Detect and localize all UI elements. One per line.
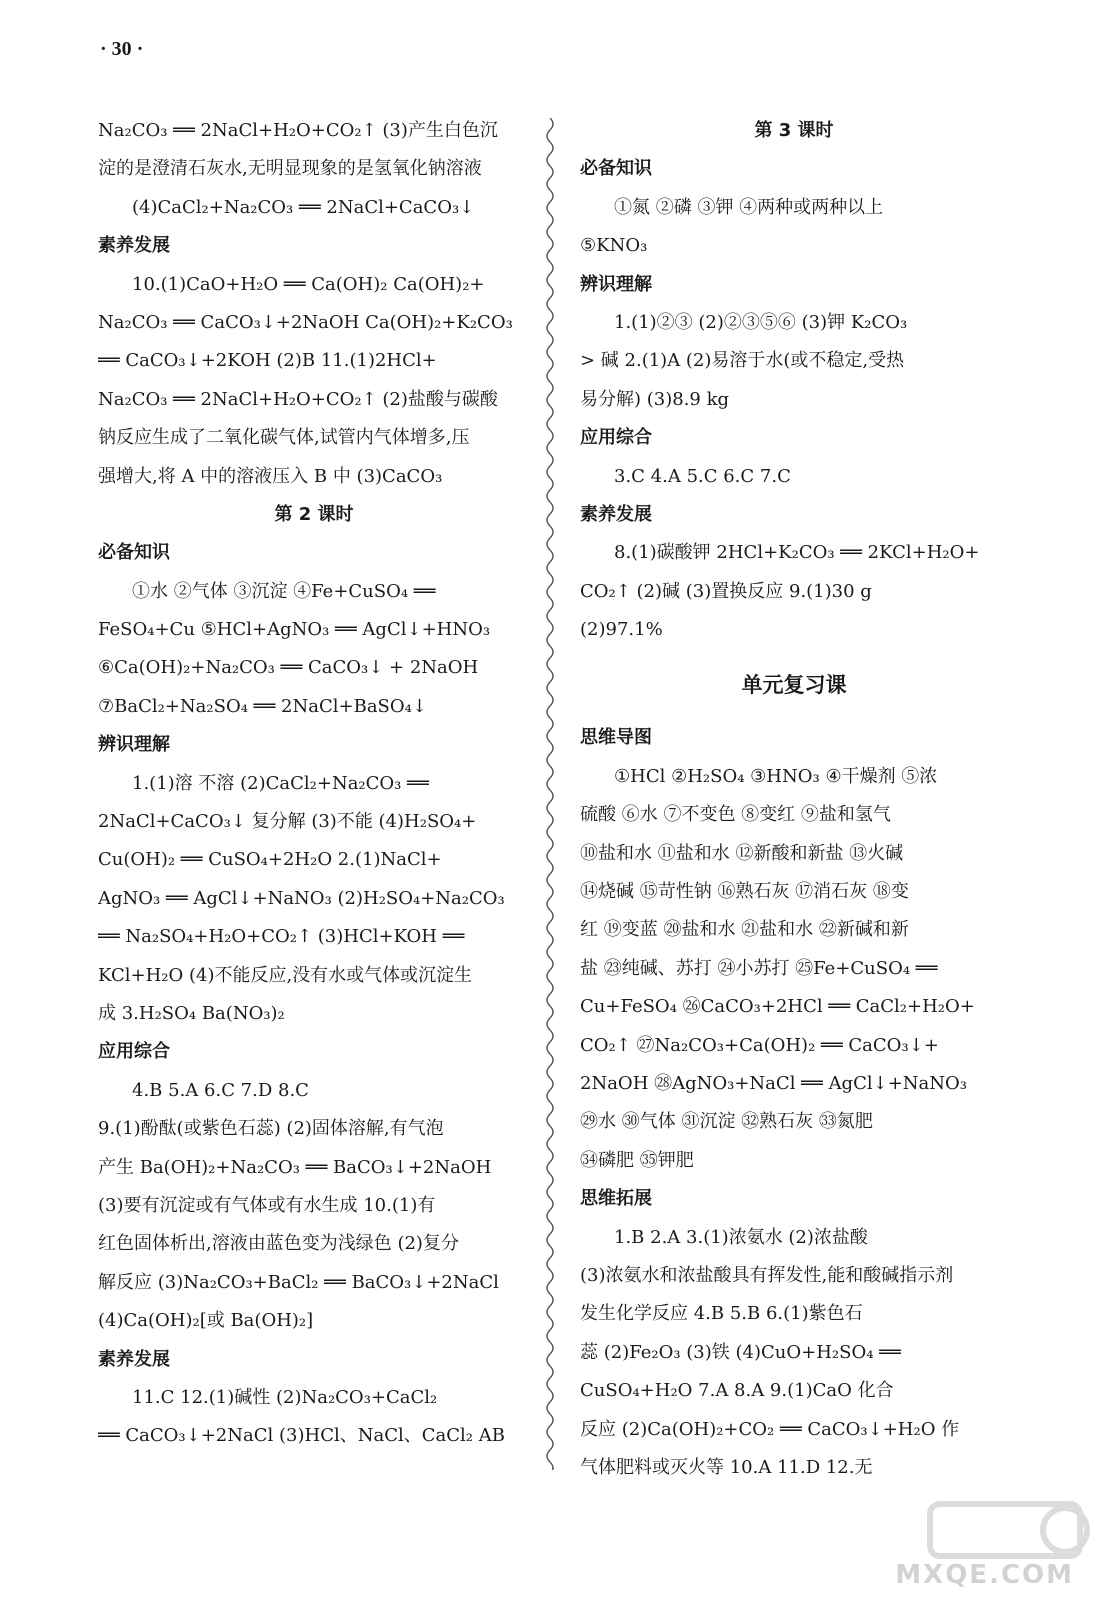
right-column (580, 112, 1008, 1487)
text-line: ⑩盐和水 ⑪盐和水 ⑫新酸和新盐 ⑬火碱 (580, 842, 904, 864)
text-line: (2)97.1% (580, 619, 663, 641)
text-line: 反应 (2)Ca(OH)₂+CO₂ ══ CaCO₃↓+H₂O 作 (580, 1418, 960, 1440)
text-line: (4)CaCl₂+Na₂CO₃ ══ 2NaCl+CaCO₃↓ (132, 196, 475, 218)
text-line: AgNO₃ ══ AgCl↓+NaNO₃ (2)H₂SO₄+Na₂CO₃ (98, 887, 505, 909)
text-line: ⑭烧碱 ⑮苛性钠 ⑯熟石灰 ⑰消石灰 ⑱变 (580, 881, 909, 903)
column-divider (543, 118, 557, 1470)
watermark-text: MXQE.COM (895, 1560, 1074, 1590)
text-line: 2NaOH ㉘AgNO₃+NaCl ══ AgCl↓+NaNO₃ (580, 1072, 967, 1094)
text-line: 9.(1)酚酞(或紫色石蕊) (2)固体溶解,有气泡 (98, 1118, 444, 1140)
text-line: KCl+H₂O (4)不能反应,没有水或气体或沉淀生 (98, 964, 473, 986)
text-line: CuSO₄+H₂O 7.A 8.A 9.(1)CaO 化合 (580, 1380, 894, 1402)
text-line: ①HCl ②H₂SO₄ ③HNO₃ ④干燥剂 ⑤浓 (614, 765, 938, 787)
text-line: Na₂CO₃ ══ 2NaCl+H₂O+CO₂↑ (2)盐酸与碳酸 (98, 388, 498, 410)
text-line: ⑤KNO₃ (580, 235, 648, 257)
text-line: 2NaCl+CaCO₃↓ 复分解 (3)不能 (4)H₂SO₄+ (98, 811, 477, 833)
text-line: Cu+FeSO₄ ㉖CaCO₃+2HCl ══ CaCl₂+H₂O+ (580, 996, 975, 1018)
text-line: (4)Ca(OH)₂[或 Ba(OH)₂] (98, 1310, 314, 1332)
text-line: 1.(1)溶 不溶 (2)CaCl₂+Na₂CO₃ ══ (132, 772, 429, 794)
lesson-title: 第 3 课时 (754, 120, 834, 141)
section-heading: 辨识理解 (98, 734, 170, 756)
text-line: ㉞磷肥 ㉟钾肥 (580, 1149, 694, 1171)
text-line: 淀的是澄清石灰水,无明显现象的是氢氧化钠溶液 (98, 158, 482, 180)
text-line: ㉙水 ㉚气体 ㉛沉淀 ㉜熟石灰 ㉝氮肥 (580, 1111, 873, 1133)
text-line: 成 3.H₂SO₄ Ba(NO₃)₂ (98, 1002, 285, 1024)
text-line: 盐 ㉓纯碱、苏打 ㉔小苏打 ㉕Fe+CuSO₄ ══ (580, 957, 938, 979)
text-line: ⑥Ca(OH)₂+Na₂CO₃ ══ CaCO₃↓ + 2NaOH (98, 657, 479, 679)
text-line: 红色固体析出,溶液由蓝色变为浅绿色 (2)复分 (98, 1233, 459, 1255)
section-heading: 素养发展 (98, 235, 170, 257)
text-line: ══ CaCO₃↓+2KOH (2)B 11.(1)2HCl+ (98, 350, 437, 372)
text-line: Na₂CO₃ ══ 2NaCl+H₂O+CO₂↑ (3)产生白色沉 (98, 120, 498, 141)
text-line: 蕊 (2)Fe₂O₃ (3)铁 (4)CuO+H₂SO₄ ══ (580, 1341, 901, 1363)
text-line: 1.(1)②③ (2)②③⑤⑥ (3)钾 K₂CO₃ (614, 311, 908, 333)
text-line: (3)要有沉淀或有气体或有水生成 10.(1)有 (98, 1194, 436, 1216)
text-line: ①水 ②气体 ③沉淀 ④Fe+CuSO₄ ══ (132, 580, 436, 602)
section-heading: 应用综合 (98, 1041, 170, 1063)
section-heading: 素养发展 (98, 1348, 170, 1370)
text-line: 3.C 4.A 5.C 6.C 7.C (614, 465, 791, 487)
text-line: 红 ⑲变蓝 ⑳盐和水 ㉑盐和水 ㉒新碱和新 (580, 919, 909, 941)
text-line: Na₂CO₃ ══ CaCO₃↓+2NaOH Ca(OH)₂+K₂CO₃ (98, 311, 513, 333)
left-column (98, 112, 530, 1456)
text-line: 11.C 12.(1)碱性 (2)Na₂CO₃+CaCl₂ (132, 1386, 438, 1408)
text-line: 解反应 (3)Na₂CO₃+BaCl₂ ══ BaCO₃↓+2NaCl (98, 1271, 499, 1293)
text-line: ①氮 ②磷 ③钾 ④两种或两种以上 (614, 196, 884, 218)
text-line: ══ CaCO₃↓+2NaCl (3)HCl、NaCl、CaCl₂ AB (98, 1425, 505, 1447)
section-heading: 应用综合 (580, 427, 652, 449)
section-heading: 素养发展 (580, 503, 652, 525)
text-line: > 碱 2.(1)A (2)易溶于水(或不稳定,受热 (580, 350, 905, 372)
section-heading: 必备知识 (98, 542, 170, 564)
section-heading: 必备知识 (580, 158, 652, 180)
text-line: 强增大,将 A 中的溶液压入 B 中 (3)CaCO₃ (98, 465, 443, 487)
text-line: (3)浓氨水和浓盐酸具有挥发性,能和酸碱指示剂 (580, 1264, 954, 1286)
text-line: ⑦BaCl₂+Na₂SO₄ ══ 2NaCl+BaSO₄↓ (98, 695, 427, 717)
watermark-logo (895, 1498, 1100, 1594)
text-line: 产生 Ba(OH)₂+Na₂CO₃ ══ BaCO₃↓+2NaOH (98, 1156, 492, 1178)
text-line: 8.(1)碳酸钾 2HCl+K₂CO₃ ══ 2KCl+H₂O+ (614, 542, 980, 564)
text-line: 硫酸 ⑥水 ⑦不变色 ⑧变红 ⑨盐和氢气 (580, 804, 891, 826)
page-number: · 30 · (100, 38, 144, 60)
text-line: 气体肥料或灭火等 10.A 11.D 12.无 (580, 1456, 873, 1478)
lesson-title: 第 2 课时 (274, 503, 354, 525)
text-line: 易分解) (3)8.9 kg (580, 388, 730, 410)
section-heading: 思维导图 (580, 727, 652, 749)
text-line: CO₂↑ ㉗Na₂CO₃+Ca(OH)₂ ══ CaCO₃↓+ (580, 1034, 939, 1056)
text-line: 10.(1)CaO+H₂O ══ Ca(OH)₂ Ca(OH)₂+ (132, 273, 485, 295)
section-heading: 思维拓展 (580, 1188, 652, 1210)
text-line: Cu(OH)₂ ══ CuSO₄+2H₂O 2.(1)NaCl+ (98, 849, 442, 871)
text-line: 1.B 2.A 3.(1)浓氨水 (2)浓盐酸 (614, 1226, 868, 1248)
unit-title: 单元复习课 (741, 673, 847, 698)
text-line: ══ Na₂SO₄+H₂O+CO₂↑ (3)HCl+KOH ══ (98, 926, 465, 948)
text-line: 钠反应生成了二氧化碳气体,试管内气体增多,压 (98, 427, 470, 449)
text-line: 4.B 5.A 6.C 7.D 8.C (132, 1079, 309, 1101)
text-line: FeSO₄+Cu ⑤HCl+AgNO₃ ══ AgCl↓+HNO₃ (98, 619, 491, 641)
section-heading: 辨识理解 (580, 273, 652, 295)
text-line: CO₂↑ (2)碱 (3)置换反应 9.(1)30 g (580, 580, 872, 602)
text-line: 发生化学反应 4.B 5.B 6.(1)紫色石 (580, 1303, 863, 1325)
